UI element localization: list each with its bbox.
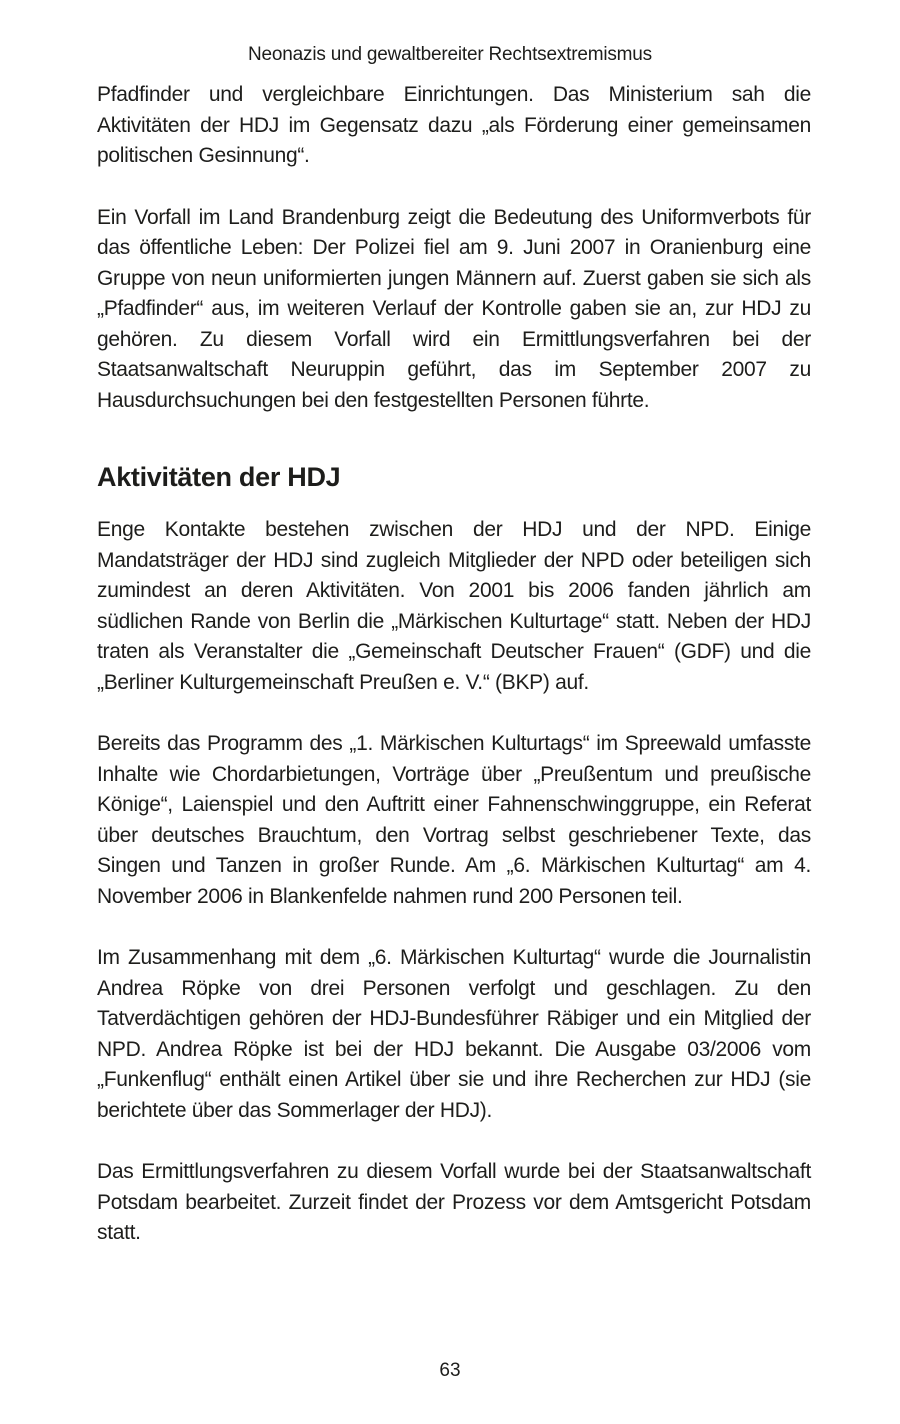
body-column [97,80,811,1280]
paragraph: Pfadfinder und vergleichbare Einrichtungen. Das Ministerium sah die Aktivitäten der HDJ im Gegensatz dazu „als Förderung einer gemeinsamen politischen Gesinnung“. [97,83,811,167]
paragraph: Enge Kontakte bestehen zwischen der HDJ und der NPD. Einige Mandatsträger der HDJ sind zugleich Mitglieder der NPD oder beteiligen sich zumindest an deren Aktivitäten. Von 2001 bis 2006 fanden jährlich am südlichen Rande von Berlin die „Märkischen Kulturtage“ statt. Neben der HDJ traten als Veranstalter die „Gemeinschaft Deutscher Frauen“ (GDF) und die „Berliner Kulturgemeinschaft Preußen e. V.“ (BKP) auf. [97,518,811,694]
page-number: 63 [439,1360,461,1381]
running-header: Neonazis und gewaltbereiter Rechtsextremismus [248,44,652,65]
section-heading: Aktivitäten der HDJ [97,462,341,492]
paragraph: Ein Vorfall im Land Brandenburg zeigt die Bedeutung des Uniformverbots für das öffentliche Leben: Der Polizei fiel am 9. Juni 2007 in Oranienburg eine Gruppe von neun uniformierten jungen Männern auf. Zuerst gaben sie sich als „Pfadfinder“ aus, im weiteren Verlauf der Kontrolle gaben sie an, zur HDJ zu gehören. Zu diesem Vorfall wird ein Ermittlungsverfahren bei der Staatsanwaltschaft Neuruppin geführt, das im September 2007 zu Hausdurchsuchungen bei den festgestellten Personen führte. [97,205,811,412]
paragraph: Das Ermittlungsverfahren zu diesem Vorfall wurde bei der Staatsanwaltschaft Potsdam bearbeitet. Zurzeit findet der Prozess vor dem Amtsgericht Potsdam statt. [97,1160,811,1244]
paragraph: Bereits das Programm des „1. Märkischen Kulturtags“ im Spreewald umfasste Inhalte wie Chordarbietungen, Vorträge über „Preußentum und preußische Könige“, Laienspiel und den Auftritt einer Fahnenschwinggruppe, ein Referat über deutsches Brauchtum, den Vortrag selbst geschriebener Texte, das Singen und Tanzen in großer Runde. Am „6. Märkischen Kulturtag“ am 4. November 2006 in Blankenfelde nahmen rund 200 Personen teil. [97,732,811,908]
paragraph: Im Zusammenhang mit dem „6. Märkischen Kulturtag“ wurde die Journalistin Andrea Röpke von drei Personen verfolgt und geschlagen. Zu den Tatverdächtigen gehören der HDJ-Bundesführer Räbiger und ein Mitglied der NPD. Andrea Röpke ist bei der HDJ bekannt. Die Ausgabe 03/2006 vom „Funkenflug“ enthält einen Artikel über sie und ihre Recherchen zur HDJ (sie berichtete über das Sommerlager der HDJ). [97,946,811,1122]
